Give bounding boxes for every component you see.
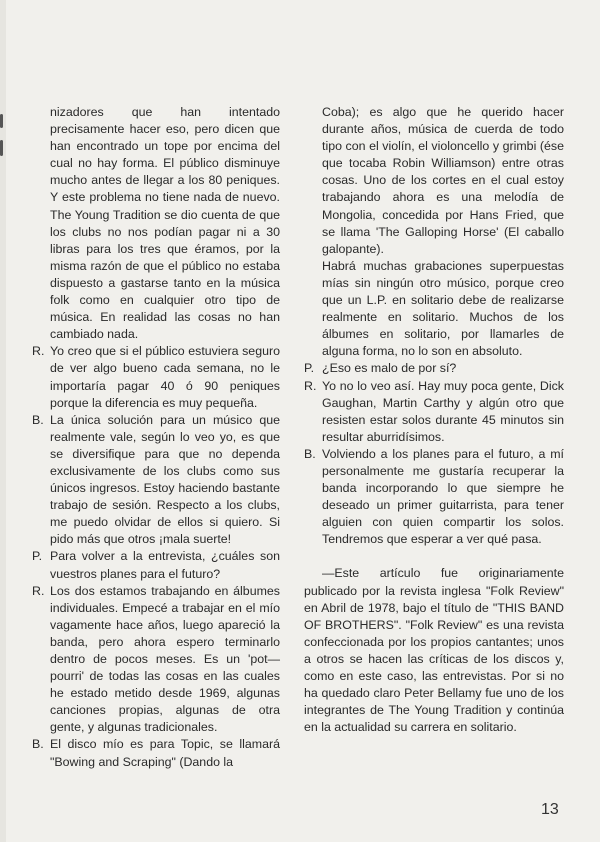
dialogue-item	[32, 736, 280, 770]
dialogue-text: Para volver a la entrevista, ¿cuáles son vuestros planes para el futuro?	[50, 549, 280, 581]
dialogue-text: Volviendo a los planes para el futuro, a mí personalmente me gustaría recuperar la banda incorporando lo que siempre he deseado un primer guitarrista, para tener alguien con quien compartir los solos. Tendremos que esperar a ver qué pasa.	[322, 446, 564, 547]
dialogue-text: Los dos estamos trabajando en álbumes individuales. Empecé a trabajar en el mío vagamente hace años, luego apareció la banda, pero ahora espero terminarlo dentro de pocos meses. Es un 'pot—pourri' de todas las cosas en las cuales he estado metido desde 1969, algunas canciones propias, algunas de otra gente, y algunas tradicionales.	[50, 583, 280, 735]
dialogue-item	[32, 583, 280, 737]
right-column	[304, 104, 564, 736]
continuation-paragraph: Coba); es algo que he querido hacer durante años, música de cuerda de todo tipo con el violín, el violoncello y grimbi (ése que tocaba Robin Williamson) entre otras cosas. Uno de los cortes en el cual estoy trabajando ahora es una melodía de Mongolia, concedida por Hans Fried, que se llama 'The Galloping Horse' (El caballo galopante).	[322, 105, 564, 256]
dialogue-item	[32, 412, 280, 549]
dialogue-item	[304, 360, 564, 377]
dialogue-text: La única solución para un músico que realmente vale, según lo veo yo, es que se diversifique para que no dependa exclusivamente de los clubs como sus únicos ingresos. Estoy haciendo bastante trabajo de sesión. Respecto a los clubs, me puedo olvidar de ellos si quiero. Si pido más que otros ¡mala suerte!	[50, 412, 280, 547]
speaker-label: B.	[32, 737, 44, 752]
page-number: 13	[541, 801, 559, 818]
dialogue-item	[32, 343, 280, 411]
dialogue-text: ¿Eso es malo de por sí?	[322, 361, 457, 376]
dialogue-item	[304, 378, 564, 446]
dialogue-item	[32, 548, 280, 582]
continuation-paragraph: Habrá muchas grabaciones superpuestas mías sin ningún otro músico, porque creo que un L.P. en solitario debe de realizarse realmente en solitario. Muchos de los álbumes en solitario, por llamarles de alguna forma, no lo son en absoluto.	[322, 258, 564, 359]
binding-mark	[0, 114, 3, 128]
dialogue-text: Yo creo que si el público estuviera seguro de ver algo bueno cada semana, no le importaría pagar 40 ó 90 peniques porque la diferencia es muy pequeña.	[50, 344, 280, 410]
dialogue-item	[304, 446, 564, 549]
continuation-paragraph: nizadores que han intentado precisamente hacer eso, pero dicen que han encontrado un tope por encima del cual no hay forma. El público disminuye mucho antes de llegar a los 80 peniques. Y este problema no tiene nada de nuevo. The Young Tradition se dio cuenta de que los clubs no nos podían pagar ni a 30 libras para los tres que éramos, por la misma razón de que el público no estaba dispuesto a gastarse tanto en la música folk como en cualquier otro tipo de música. En realidad las cosas no han cambiado nada.	[50, 105, 280, 342]
dialogue-text: El disco mío es para Topic, se llamará "Bowing and Scraping" (Dando la	[50, 737, 280, 769]
binding-mark	[0, 140, 3, 156]
speaker-label: R.	[32, 583, 45, 598]
speaker-label: P.	[32, 549, 43, 564]
speaker-label: B.	[304, 446, 316, 461]
speaker-label: P.	[304, 361, 315, 376]
speaker-label: B.	[32, 412, 44, 427]
dialogue-text: Yo no lo veo así. Hay muy poca gente, Dick Gaughan, Martin Carthy y algún otro que resisten estar solos durante 45 minutos sin resultar aburridísimos.	[322, 378, 564, 444]
speaker-label: R.	[32, 344, 45, 359]
article-note: —Este artículo fue originariamente publicado por la revista inglesa "Folk Review" en Abril de 1978, bajo el título de "THIS BAND OF BROTHERS". "Folk Review" es una revista confeccionada por los propios cantantes; unos a otros se hacen las críticas de los discos y, como en este caso, las entrevistas. Por si no ha quedado claro Peter Bellamy fue uno de los integrantes de The Young Tradition y continúa en la actualidad su carrera en solitario.	[304, 566, 564, 735]
left-column	[32, 104, 280, 771]
speaker-label: R.	[304, 378, 317, 393]
